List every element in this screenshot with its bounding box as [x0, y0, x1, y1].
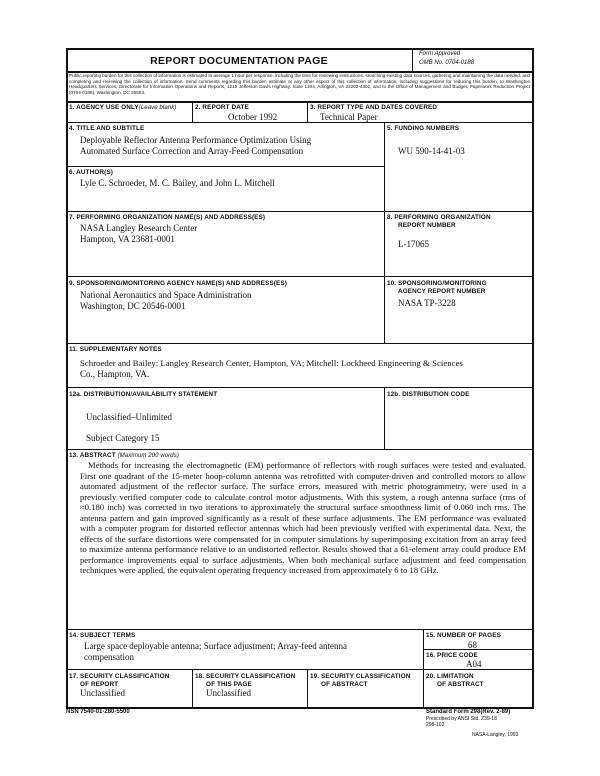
funding-value: WU 590-14-41-03	[398, 146, 465, 156]
page-title: REPORT DOCUMENTATION PAGE	[150, 55, 328, 67]
standard-form: Standard Form 298(Rev. 2-89)	[426, 709, 511, 715]
form-code: 298-102	[426, 722, 445, 728]
distribution-line-2: Subject Category 15	[86, 433, 160, 443]
limitation-label-2: OF ABSTRACT	[437, 681, 484, 688]
price-code-label: 16. PRICE CODE	[426, 652, 478, 659]
sec-report-value: Unclassified	[80, 688, 125, 698]
distribution-label: 12a. DISTRIBUTION/AVAILABILITY STATEMENT	[69, 391, 218, 398]
report-type-label: 3. REPORT TYPE AND DATES COVERED	[310, 104, 438, 111]
num-pages-value: 68	[468, 640, 477, 650]
dist-code-label: 12b. DISTRIBUTION CODE	[387, 391, 470, 398]
sec-page-label-2: OF THIS PAGE	[206, 681, 252, 688]
supp-notes-line-1: Schroeder and Bailey: Langley Research Center, Hampton, VA; Mitchell: Lockheed Engineering & Sciences	[80, 358, 463, 368]
sec-report-label-1: 17. SECURITY CLASSIFICATION	[69, 673, 170, 680]
perf-org-label: 7. PERFORMING ORGANIZATION NAME(S) AND ADDRESS(ES)	[69, 214, 266, 221]
nsn-number: NSN 7540-01-280-5500	[66, 709, 130, 715]
sponsor-line-2: Washington, DC 20546-0001	[80, 301, 186, 311]
sec-page-label-1: 18. SECURITY CLASSIFICATION	[195, 673, 296, 680]
distribution-line-1: Unclassified–Unlimited	[86, 412, 172, 422]
report-date-label: 2. REPORT DATE	[195, 104, 249, 111]
sponsor-label: 9. SPONSORING/MONITORING AGENCY NAME(S) AND ADDRESS(ES)	[69, 280, 287, 287]
abstract-text: Methods for increasing the electromagnetic (EM) performance of reflectors with rough surfaces were tested and evaluated. First one quadrant of the 15-meter hoop-column antenna was retrofitted with computer-driven and controlled motors to allow automated adjustment of the reflector surface. The surface errors, measured with metric photogrammetry, were used in a previously verified computer code to calculate control motor adjustments. With this system, a rough antenna surface (rms of ≈0.180 inch) was corrected in two iterations to approximately the structural surface smoothness limit of 0.060 inch rms. The antenna pattern and gain improved significantly as a result of these surface adjustments. The EM performance was evaluated with a computer program for distorted reflector antennas which had been previously verified with experimental data. Next, the effects of the surface distortions were compensated for in computer simulations by superimposing excitation from an array feed to maximize antenna performance relative to an undistorted reflector. Results showed that a 61-element array could produce EM performance improvements equal to surface adjustments. When both mechanical surface adjustment and feed compensation techniques were applied, the equivalent operating frequency increased from approximately 6 to 18 GHz.	[80, 460, 526, 575]
sponsor-report-label-1: 10. SPONSORING/MONITORING	[387, 280, 487, 287]
supp-notes-line-2: Co., Hampton, VA.	[80, 369, 150, 379]
authors-value: Lyle C. Schroeder, M. C. Bailey, and John L. Mitchell	[80, 178, 275, 188]
subject-terms-line-1: Large space deployable antenna; Surface adjustment; Array-feed antenna	[84, 641, 347, 651]
omb-number: OMB No. 0704-0188	[419, 60, 475, 66]
title-label: 4. TITLE AND SUBTITLE	[69, 125, 145, 132]
nasa-langley: NASA-Langley, 1993	[472, 732, 519, 738]
funding-label: 5. FUNDING NUMBERS	[387, 125, 460, 132]
subject-terms-label: 14. SUBJECT TERMS	[69, 632, 136, 639]
sponsor-report-label-2: AGENCY REPORT NUMBER	[398, 288, 486, 295]
perf-org-line-2: Hampton, VA 23681-0001	[80, 234, 175, 244]
perf-report-label-2: REPORT NUMBER	[398, 222, 456, 229]
sponsor-line-1: National Aeronautics and Space Administration	[80, 290, 252, 300]
sponsor-report-value: NASA TP-3228	[398, 298, 456, 308]
num-pages-label: 15. NUMBER OF PAGES	[426, 632, 501, 639]
title-line-2: Automated Surface Correction and Array-Feed Compensation	[80, 146, 304, 156]
perf-report-label-1: 8. PERFORMING ORGANIZATION	[387, 214, 491, 221]
sec-page-value: Unclassified	[206, 688, 251, 698]
sec-abstract-label-1: 19. SECURITY CLASSIFICATION	[310, 673, 411, 680]
prescribed-by: Prescribed by ANSI Std. Z39-18	[426, 716, 497, 722]
title-line-1: Deployable Reflector Antenna Performance Optimization Using	[80, 135, 312, 145]
burden-notice: Public reporting burden for this collection of information is estimated to average 1 hour per response, including the time for reviewing instructions, searching existing data sources, gathering and maintaining the data needed, and completing and reviewing the collection of information. Send comments regarding this burden estimate or any other aspect of this collection of information, including suggestions for reducing this burden, to Washington Headquarters Services, Directorate for Information Operations and Reports, 1215 Jefferson Davis Highway, Suite 1204, Arlington, VA 22202-4302, and to the Office of Management and Budget, Paperwork Reduction Project (0704-0188), Washington, DC 20503.	[69, 73, 530, 95]
authors-label: 6. AUTHOR(S)	[69, 169, 113, 176]
subject-terms-line-2: compensation	[84, 652, 134, 662]
sec-report-label-2: OF REPORT	[80, 681, 119, 688]
perf-org-line-1: NASA Langley Research Center	[80, 223, 198, 233]
supp-notes-label: 11. SUPPLEMENTARY NOTES	[69, 346, 162, 353]
agency-use-label: 1. AGENCY USE ONLY(Leave blank)	[69, 104, 177, 111]
abstract-label: 13. ABSTRACT (Maximum 200 words)	[69, 452, 179, 459]
sec-abstract-label-2: OF ABSTRACT	[321, 681, 368, 688]
form-approved: Form Approved	[419, 51, 461, 57]
report-date-value: October 1992	[228, 112, 278, 122]
perf-report-value: L-17065	[398, 239, 429, 249]
price-code-value: A04	[466, 659, 482, 669]
limitation-label-1: 20. LIMITATION	[426, 673, 474, 680]
report-type-value: Technical Paper	[320, 112, 378, 122]
